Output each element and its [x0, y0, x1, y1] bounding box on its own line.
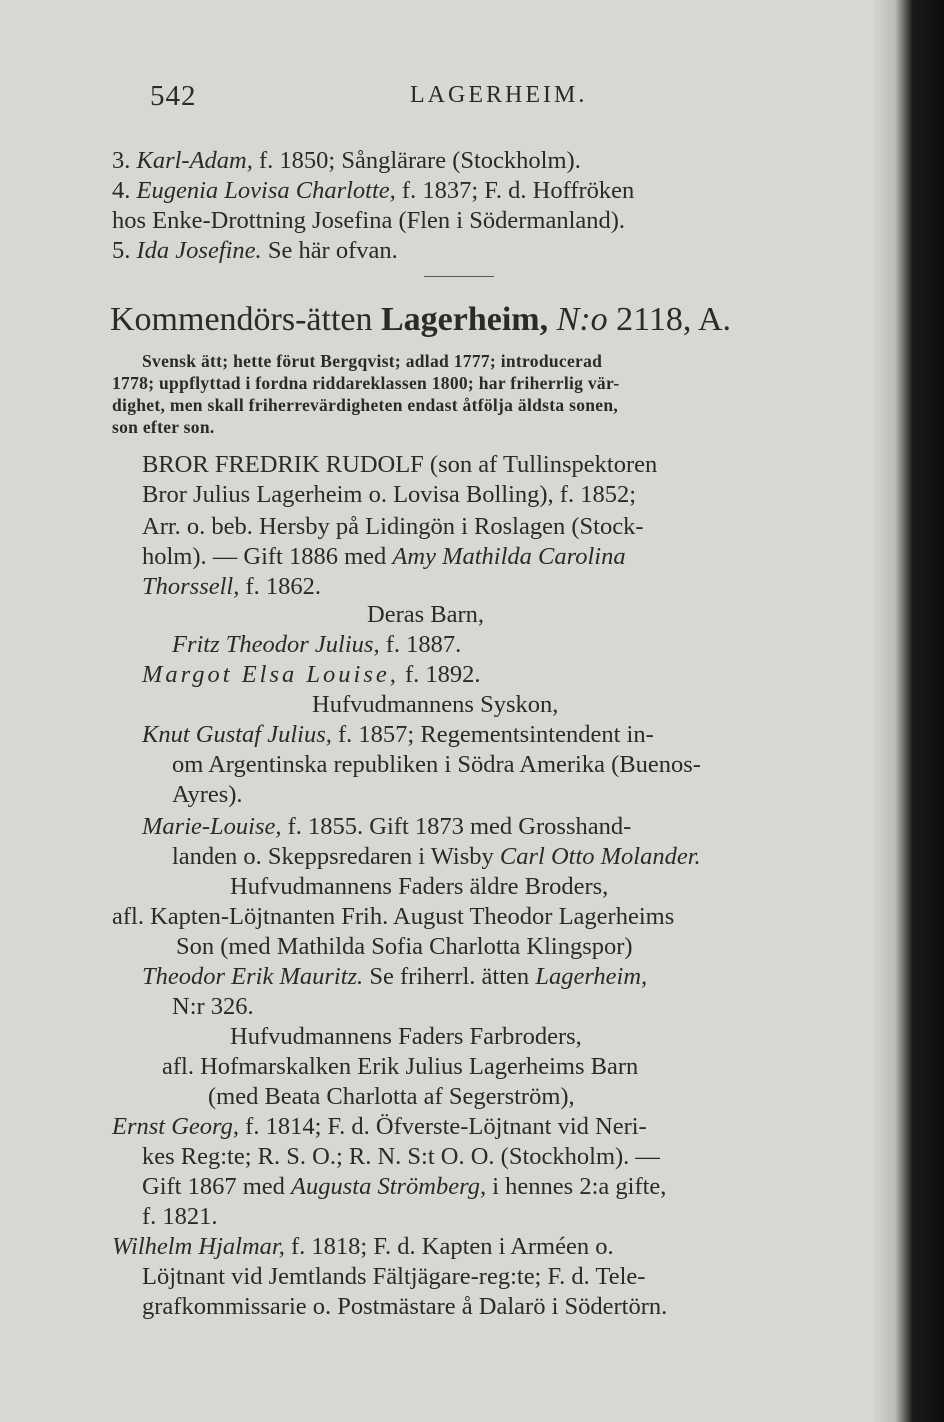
head-of-family-line: Bror Julius Lagerheim o. Lovisa Bolling), f. 1852; — [142, 481, 637, 508]
elder-brother-heading: Hufvudmannens Faders äldre Broders, — [230, 873, 609, 900]
section-desc-line: son efter son. — [112, 417, 215, 437]
running-head: LAGERHEIM. — [410, 82, 588, 108]
head-of-family-line: BROR FREDRIK RUDOLF (son af Tullinspektoren — [142, 451, 658, 478]
entry-eugenia-cont: hos Enke-Drottning Josefina (Flen i Södermanland). — [112, 207, 626, 234]
relative-ernst-cont: kes Reg:te; R. S. O.; R. N. S:t O. O. (Stockholm). — — [142, 1143, 660, 1170]
relative-ernst-cont: f. 1821. — [142, 1203, 218, 1230]
entry-ida: 5. Ida Josefine. Se här ofvan. — [112, 237, 398, 264]
relative-ernst: Ernst Georg, f. 1814; F. d. Öfverste-Löjtnant vid Neri- — [112, 1113, 647, 1140]
relative-wilhelm-cont: Löjtnant vid Jemtlands Fältjägare-reg:te; F. d. Tele- — [142, 1263, 646, 1290]
sibling-knut-cont: om Argentinska republiken i Södra Amerika (Buenos- — [172, 751, 701, 778]
entry-eugenia: 4. Eugenia Lovisa Charlotte, f. 1837; F. d. Hoffröken — [112, 177, 635, 204]
uncle-heading: Hufvudmannens Faders Farbroders, — [230, 1023, 582, 1050]
siblings-heading: Hufvudmannens Syskon, — [312, 691, 559, 718]
sibling-knut: Knut Gustaf Julius, f. 1857; Regementsintendent in- — [142, 721, 654, 748]
head-of-family-line: holm). — Gift 1886 med Amy Mathilda Carolina — [142, 543, 626, 570]
uncle-line: afl. Hofmarskalken Erik Julius Lagerheims Barn — [162, 1053, 639, 1080]
page-number: 542 — [150, 80, 197, 112]
head-of-family-line: Thorssell, f. 1862. — [142, 573, 322, 600]
sibling-knut-cont: Ayres). — [172, 781, 243, 808]
elder-brother-line: N:r 326. — [172, 993, 254, 1020]
section-desc-line: Svensk ätt; hette förut Bergqvist; adlad 1777; introducerad — [142, 351, 603, 371]
relative-wilhelm: Wilhelm Hjalmar, f. 1818; F. d. Kapten i Arméen o. — [112, 1233, 614, 1260]
children-heading: Deras Barn, — [367, 601, 485, 628]
relative-ernst-cont: Gift 1867 med Augusta Strömberg, i hennes 2:a gifte, — [142, 1173, 667, 1200]
elder-brother-line: Theodor Erik Mauritz. Se friherrl. ätten Lagerheim, — [142, 963, 648, 990]
uncle-line: (med Beata Charlotta af Segerström), — [208, 1083, 575, 1110]
section-title: Kommendörs-ätten Lagerheim, N:o 2118, A. — [110, 301, 732, 338]
sibling-marie-cont: landen o. Skeppsredaren i Wisby Carl Otto Molander. — [172, 843, 701, 870]
child-fritz: Fritz Theodor Julius, f. 1887. — [172, 631, 462, 658]
section-desc-line: dighet, men skall friherrevärdigheten endast åtfölja äldsta sonen, — [112, 395, 619, 415]
elder-brother-line: Son (med Mathilda Sofia Charlotta Klingspor) — [176, 933, 633, 960]
page-header — [150, 80, 710, 120]
elder-brother-line: afl. Kapten-Löjtnanten Frih. August Theodor Lagerheims — [112, 903, 675, 930]
head-of-family-line: Arr. o. beb. Hersby på Lidingön i Roslagen (Stock- — [142, 513, 644, 540]
section-divider — [424, 276, 494, 277]
relative-wilhelm-cont: grafkommissarie o. Postmästare å Dalarö i Södertörn. — [142, 1293, 668, 1320]
sibling-marie: Marie-Louise, f. 1855. Gift 1873 med Grosshand- — [142, 813, 632, 840]
section-desc-line: 1778; uppflyttad i fordna riddareklassen 1800; har friherrlig vär- — [112, 373, 620, 393]
child-margot: Margot Elsa Louise, f. 1892. — [142, 661, 481, 688]
page-edge-shadow — [874, 0, 944, 1422]
entry-karl: 3. Karl-Adam, f. 1850; Sånglärare (Stockholm). — [112, 147, 581, 174]
